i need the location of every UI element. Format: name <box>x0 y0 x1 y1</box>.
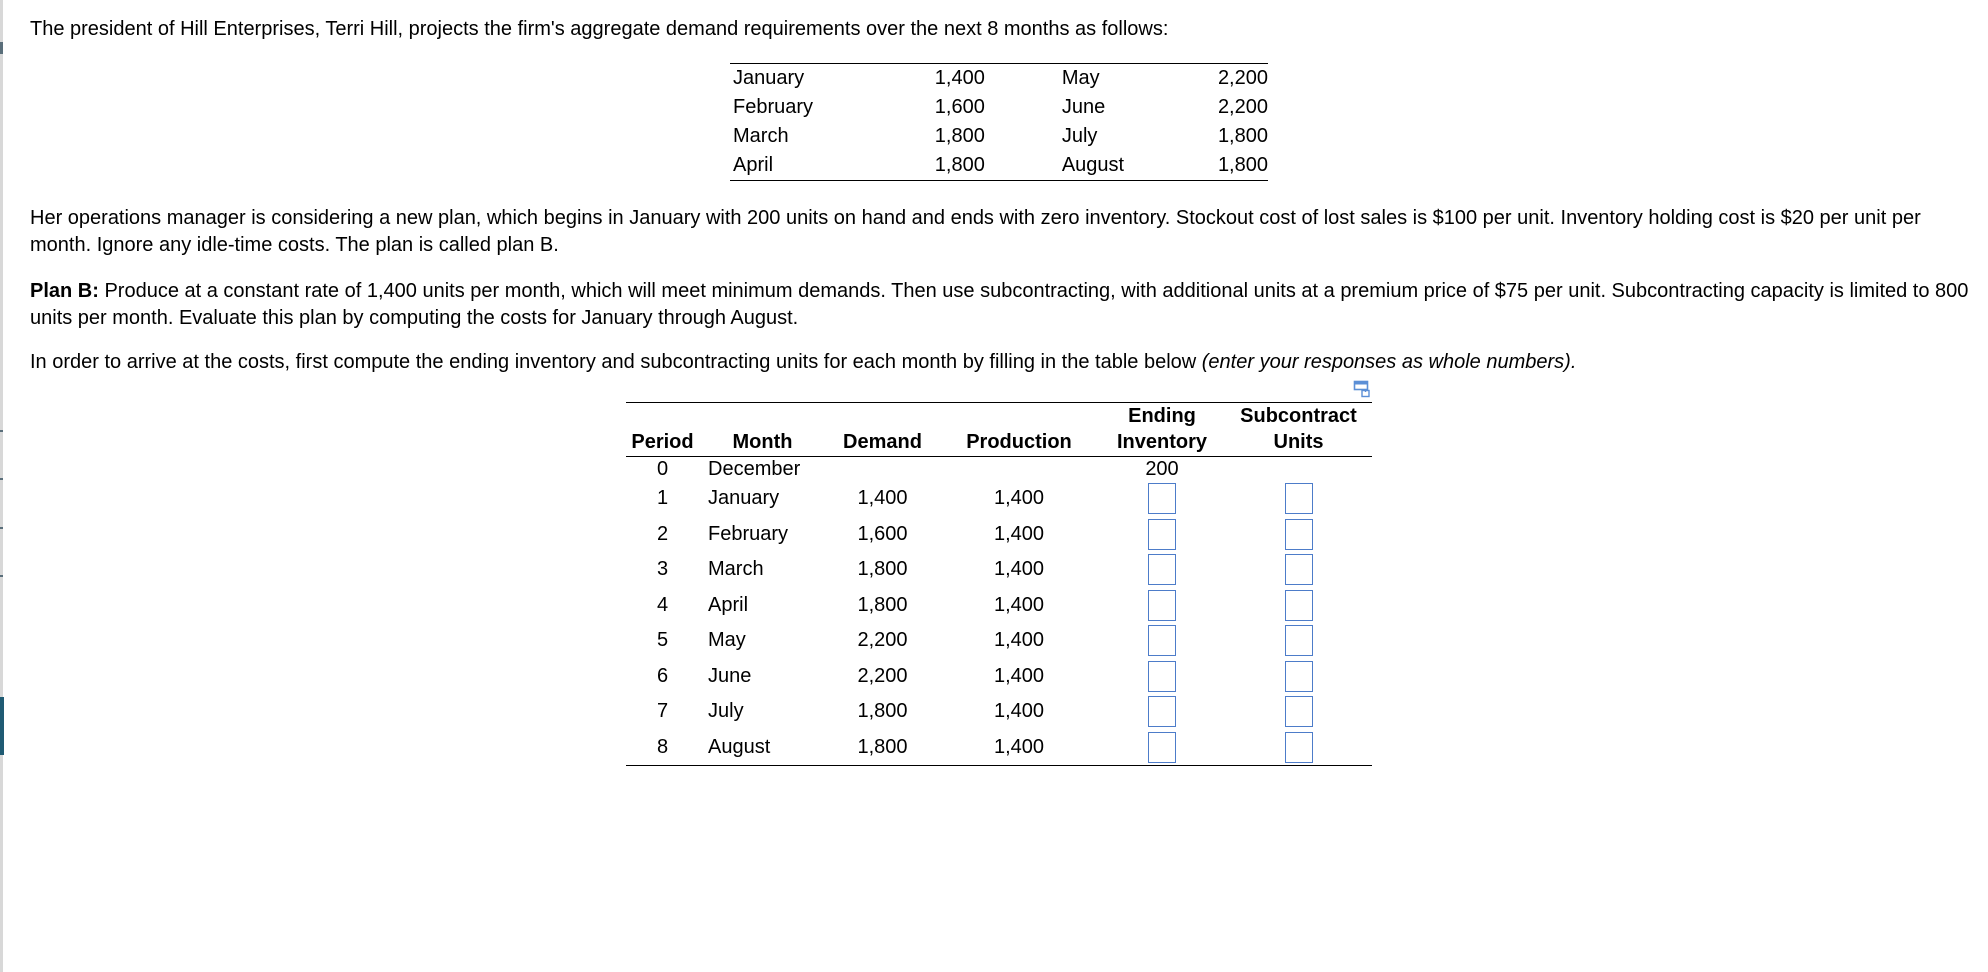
demand-value: 1,800 <box>934 154 985 176</box>
production-cell: 1,400 <box>993 487 1045 510</box>
production-cell: 1,400 <box>993 558 1045 581</box>
demand-spacer <box>985 93 1062 122</box>
demand-row <box>730 93 1268 122</box>
table-row <box>626 730 1372 766</box>
subcontract-units-input[interactable] <box>1285 554 1313 585</box>
month-cell: May <box>708 629 746 652</box>
production-cell: 1,400 <box>993 593 1045 616</box>
period-cell: 3 <box>656 558 669 581</box>
demand-spacer <box>985 122 1062 151</box>
subcontract-cell <box>1225 623 1372 659</box>
demand-table <box>730 63 1268 181</box>
ending-inventory-cell: 200 <box>1145 458 1179 480</box>
intro-text: The president of Hill Enterprises, Terri Hill, projects the firm's aggregate demand requirements over the next 8 months as follows: <box>30 18 1169 40</box>
month-cell: April <box>708 593 749 616</box>
month-cell: February <box>708 522 789 545</box>
subcontract-units-input[interactable] <box>1285 625 1313 656</box>
plan-b-label: Plan B: <box>30 280 99 302</box>
subcontract-cell <box>1225 552 1372 588</box>
ending-inventory-input[interactable] <box>1148 696 1176 727</box>
demand-month: March <box>733 125 789 147</box>
period-cell: 0 <box>656 458 669 480</box>
subcontract-units-input[interactable] <box>1285 483 1313 514</box>
subcontract-cell <box>1225 517 1372 553</box>
demand-month: August <box>1061 154 1125 176</box>
ending-inventory-cell <box>1099 694 1225 730</box>
ending-inventory-input[interactable] <box>1148 625 1176 656</box>
production-cell: 1,400 <box>993 700 1045 723</box>
header-ending-inventory <box>1099 403 1225 457</box>
ending-inventory-cell <box>1099 552 1225 588</box>
demand-cell: 1,400 <box>857 487 908 510</box>
period-cell: 8 <box>656 735 669 758</box>
plan-description: Her operations manager is considering a new plan, which begins in January with 200 units on hand and ends with zero inventory. Stockout cost of lost sales is $100 per unit. Inventory holding cost is $20 per unit per month. Ignore any idle-time costs. The plan is called plan B. <box>30 207 1921 256</box>
demand-value: 2,200 <box>1217 96 1268 118</box>
month-cell: August <box>708 735 771 758</box>
ending-inventory-cell <box>1099 730 1225 766</box>
production-cell: 1,400 <box>993 629 1045 652</box>
month-cell: January <box>708 487 780 510</box>
demand-spacer <box>985 64 1062 94</box>
demand-value: 1,400 <box>934 67 985 89</box>
ending-inventory-cell <box>1099 588 1225 624</box>
subcontract-units-input[interactable] <box>1285 519 1313 550</box>
left-edge <box>0 0 3 972</box>
left-edge-accent <box>0 697 4 755</box>
table-row-start <box>626 457 1372 482</box>
ending-inventory-input[interactable] <box>1148 519 1176 550</box>
ending-inventory-cell <box>1099 481 1225 517</box>
table-row <box>626 517 1372 553</box>
demand-value: 1,800 <box>934 125 985 147</box>
subcontract-units-input[interactable] <box>1285 661 1313 692</box>
period-cell: 7 <box>656 700 669 723</box>
instructions <box>30 349 1970 376</box>
plan-b-description <box>30 278 1970 332</box>
demand-spacer <box>985 151 1062 181</box>
header-production: Production <box>939 403 1099 457</box>
left-edge-mark <box>0 575 3 577</box>
demand-month: June <box>1061 96 1106 118</box>
demand-month: January <box>733 67 805 89</box>
demand-row <box>730 64 1268 94</box>
table-row <box>626 552 1372 588</box>
ending-inventory-input[interactable] <box>1148 590 1176 621</box>
month-cell: June <box>708 664 752 687</box>
header-demand: Demand <box>826 403 939 457</box>
subcontract-cell <box>1225 730 1372 766</box>
demand-cell: 1,800 <box>857 558 908 581</box>
demand-value: 1,800 <box>1217 125 1268 147</box>
left-edge-mark <box>0 527 3 529</box>
subcontract-units-input[interactable] <box>1285 696 1313 727</box>
production-cell: 1,400 <box>993 522 1045 545</box>
period-cell: 4 <box>656 593 669 616</box>
header-ending-inventory-line2: Inventory <box>1116 431 1208 453</box>
production-cell: 1,400 <box>993 664 1045 687</box>
subcontract-cell <box>1225 659 1372 695</box>
demand-month: February <box>733 96 814 118</box>
instructions-text: In order to arrive at the costs, first compute the ending inventory and subcontracting units for each month by filling in the table below <box>30 351 1202 373</box>
demand-cell <box>826 457 939 482</box>
instructions-hint: (enter your responses as whole numbers). <box>1201 351 1577 373</box>
demand-cell: 1,800 <box>857 593 908 616</box>
table-row <box>626 694 1372 730</box>
subcontract-units-input[interactable] <box>1285 732 1313 763</box>
copy-table-icon[interactable] <box>1353 380 1371 398</box>
demand-value: 1,600 <box>934 96 985 118</box>
demand-cell: 2,200 <box>857 629 908 652</box>
demand-cell: 1,800 <box>857 700 908 723</box>
header-subcontract-line1: Subcontract <box>1240 405 1357 427</box>
table-row <box>626 659 1372 695</box>
ending-inventory-input[interactable] <box>1148 661 1176 692</box>
table-row <box>626 623 1372 659</box>
demand-month: July <box>1061 125 1098 147</box>
header-subcontract-line2: Units <box>1273 431 1324 453</box>
header-period: Period <box>626 403 699 457</box>
plan-table <box>626 402 1372 766</box>
subcontract-cell <box>1225 694 1372 730</box>
ending-inventory-cell <box>1099 517 1225 553</box>
ending-inventory-input[interactable] <box>1148 732 1176 763</box>
table-row <box>626 481 1372 517</box>
left-edge-mark <box>0 430 3 432</box>
subcontract-cell <box>1225 457 1372 482</box>
demand-row <box>730 122 1268 151</box>
subcontract-cell <box>1225 588 1372 624</box>
demand-cell: 2,200 <box>857 664 908 687</box>
table-row <box>626 588 1372 624</box>
ending-inventory-cell <box>1099 659 1225 695</box>
demand-cell: 1,600 <box>857 522 908 545</box>
header-ending-inventory-line1: Ending <box>1128 405 1196 427</box>
left-edge-mark <box>0 42 3 54</box>
plan-b-text: Produce at a constant rate of 1,400 units per month, which will meet minimum demands. Then use subcontracting, with additional units at a premium price of $75 per unit. Subcontracting capacity is limited to 800 units per month. Evaluate this plan by computing the costs for January through August. <box>30 280 1969 329</box>
subcontract-cell <box>1225 481 1372 517</box>
period-cell: 2 <box>656 522 669 545</box>
left-edge-mark <box>0 478 3 480</box>
production-cell: 1,400 <box>993 735 1045 758</box>
subcontract-units-input[interactable] <box>1285 590 1313 621</box>
demand-value: 1,800 <box>1217 154 1268 176</box>
period-cell: 6 <box>656 664 669 687</box>
header-subcontract-units <box>1225 403 1372 457</box>
demand-cell: 1,800 <box>857 735 908 758</box>
ending-inventory-input[interactable] <box>1148 554 1176 585</box>
month-cell: March <box>708 558 764 581</box>
ending-inventory-input[interactable] <box>1148 483 1176 514</box>
period-cell: 1 <box>656 487 669 510</box>
demand-month: April <box>733 154 774 176</box>
month-cell: July <box>708 700 744 723</box>
ending-inventory-cell <box>1099 623 1225 659</box>
demand-value: 2,200 <box>1217 67 1268 89</box>
period-cell: 5 <box>656 629 669 652</box>
production-cell <box>939 457 1099 482</box>
month-cell: December <box>708 458 801 480</box>
demand-row <box>730 151 1268 181</box>
demand-month: May <box>1061 67 1100 89</box>
header-month: Month <box>699 403 826 457</box>
